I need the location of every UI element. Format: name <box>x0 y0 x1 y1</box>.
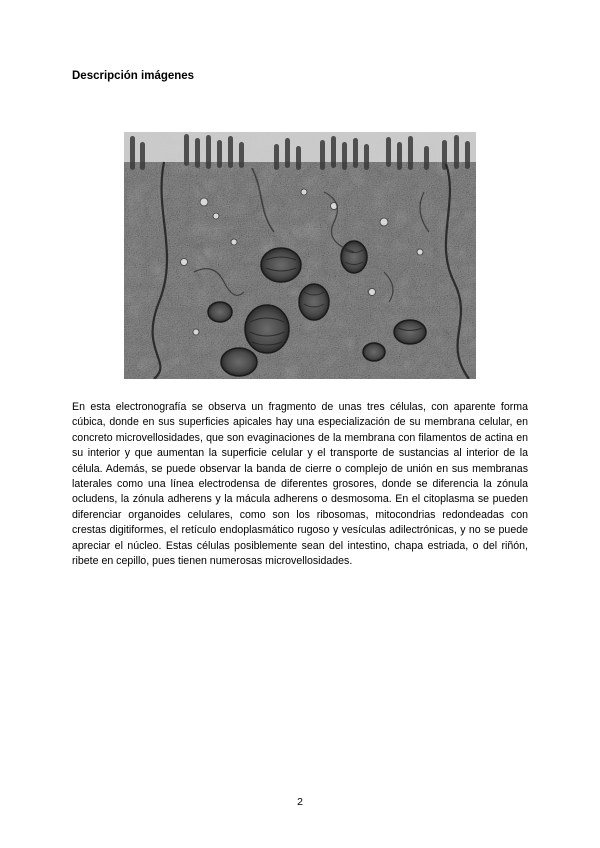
description-paragraph: En esta electronografía se observa un fragmento de unas tres células, con aparente forma cúbica, donde en sus superficies apicales hay una especialización de su membrana celular, en concreto microvellosidades, que son evaginaciones de la membrana con filamentos de actina en su interior y que aumentan la superficie celular y el transporte de sustancias al interior de la célula. Además, se puede observar la banda de cierre o complejo de unión en sus membranas laterales como una línea electrodensa de diferentes grosores, donde se diferencia la zónula ocludens, la zónula adherens y la mácula adherens o desmosoma. En el citoplasma se pueden diferenciar organoides celulares, como son los ribosomas, mitocondrias redondeadas con crestas digitiformes, el retículo endoplasmático rugoso y vesículas adilectrónicas, y no se puede apreciar el núcleo. Estas células posiblemente sean del intestino, chapa estriada, o del riñón, ribete en cepillo, pues tienen numerosas microvellosidades. <box>72 401 528 568</box>
section-heading: Descripción imágenes <box>72 70 195 82</box>
page-number: 2 <box>297 796 303 808</box>
electron-micrograph-image <box>124 132 476 379</box>
